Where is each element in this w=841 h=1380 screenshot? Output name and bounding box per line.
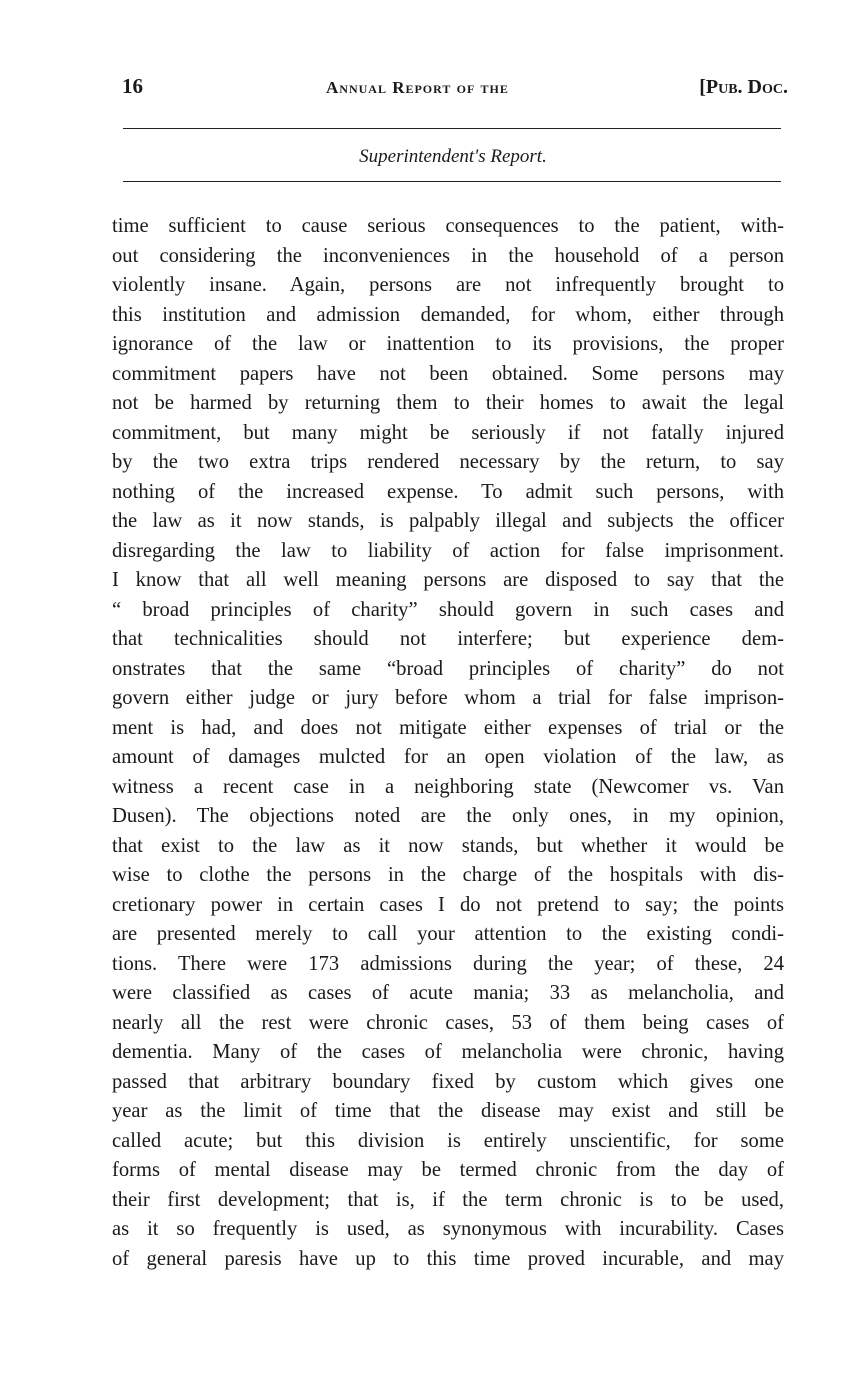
text-line: disregarding the law to liability of action for false imprisonment.: [112, 539, 784, 562]
header-rule-top: [123, 128, 781, 129]
text-line: the law as it now stands, is palpably illegal and subjects the officer: [112, 510, 784, 532]
text-line: called acute; but this division is entirely unscientific, for some: [112, 1129, 784, 1152]
section-subtitle: Superintendent's Report.: [359, 146, 547, 167]
text-line: I know that all well meaning persons are disposed to say that the: [112, 569, 784, 591]
text-line: by the two extra trips rendered necessary by the return, to say: [112, 451, 784, 473]
text-line: nothing of the increased expense. To admit such persons, with: [112, 480, 784, 503]
text-line: tions. There were 173 admissions during the year; of these, 24: [112, 952, 784, 975]
body-text: [112, 212, 784, 1274]
text-line: commitment, but many might be seriously if not fatally injured: [112, 421, 784, 444]
text-line: not be harmed by returning them to their homes to await the legal: [112, 392, 784, 414]
text-line: forms of mental disease may be termed chronic from the day of: [112, 1159, 784, 1181]
text-line: are presented merely to call your attention to the existing condi-: [112, 923, 784, 945]
page-number: 16: [122, 74, 143, 98]
text-line: “ broad principles of charity” should govern in such cases and: [112, 598, 784, 621]
document-reference: [Pub. Doc.: [699, 76, 788, 98]
text-line: that technicalities should not interfere; but experience dem-: [112, 628, 784, 650]
text-line: onstrates that the same “broad principles of charity” do not: [112, 657, 784, 680]
text-line: amount of damages mulcted for an open violation of the law, as: [112, 746, 784, 768]
text-line: their first development; that is, if the term chronic is to be used,: [112, 1188, 784, 1211]
text-line: of general paresis have up to this time proved incurable, and may: [112, 1247, 784, 1270]
text-line: cretionary power in certain cases I do not pretend to say; the points: [112, 893, 784, 916]
text-line: dementia. Many of the cases of melancholia were chronic, having: [112, 1041, 784, 1063]
text-line: govern either judge or jury before whom a trial for false imprison-: [112, 687, 784, 709]
text-line: wise to clothe the persons in the charge of the hospitals with dis-: [112, 864, 784, 886]
running-title: Annual Report of the: [326, 78, 509, 97]
page-header: [120, 74, 788, 104]
text-line: ment is had, and does not mitigate either expenses of trial or the: [112, 716, 784, 739]
text-line: nearly all the rest were chronic cases, 53 of them being cases of: [112, 1011, 784, 1034]
text-line: Dusen). The objections noted are the only ones, in my opinion,: [112, 805, 784, 827]
text-line: witness a recent case in a neighboring state (Newcomer vs. Van: [112, 775, 784, 798]
text-line: that exist to the law as it now stands, but whether it would be: [112, 834, 784, 857]
text-line: ignorance of the law or inattention to its provisions, the proper: [112, 333, 784, 355]
header-rule-bottom: [123, 181, 781, 182]
text-line: were classified as cases of acute mania; 33 as melancholia, and: [112, 982, 784, 1004]
text-line: violently insane. Again, persons are not infrequently brought to: [112, 274, 784, 296]
text-line: commitment papers have not been obtained. Some persons may: [112, 362, 784, 385]
text-line: time sufficient to cause serious consequences to the patient, with-: [112, 215, 784, 237]
text-line: out considering the inconveniences in the household of a person: [112, 244, 784, 267]
text-line: year as the limit of time that the disease may exist and still be: [112, 1100, 784, 1122]
text-line: this institution and admission demanded, for whom, either through: [112, 303, 784, 326]
text-line: as it so frequently is used, as synonymous with incurability. Cases: [112, 1218, 784, 1240]
text-line: passed that arbitrary boundary fixed by custom which gives one: [112, 1070, 784, 1093]
